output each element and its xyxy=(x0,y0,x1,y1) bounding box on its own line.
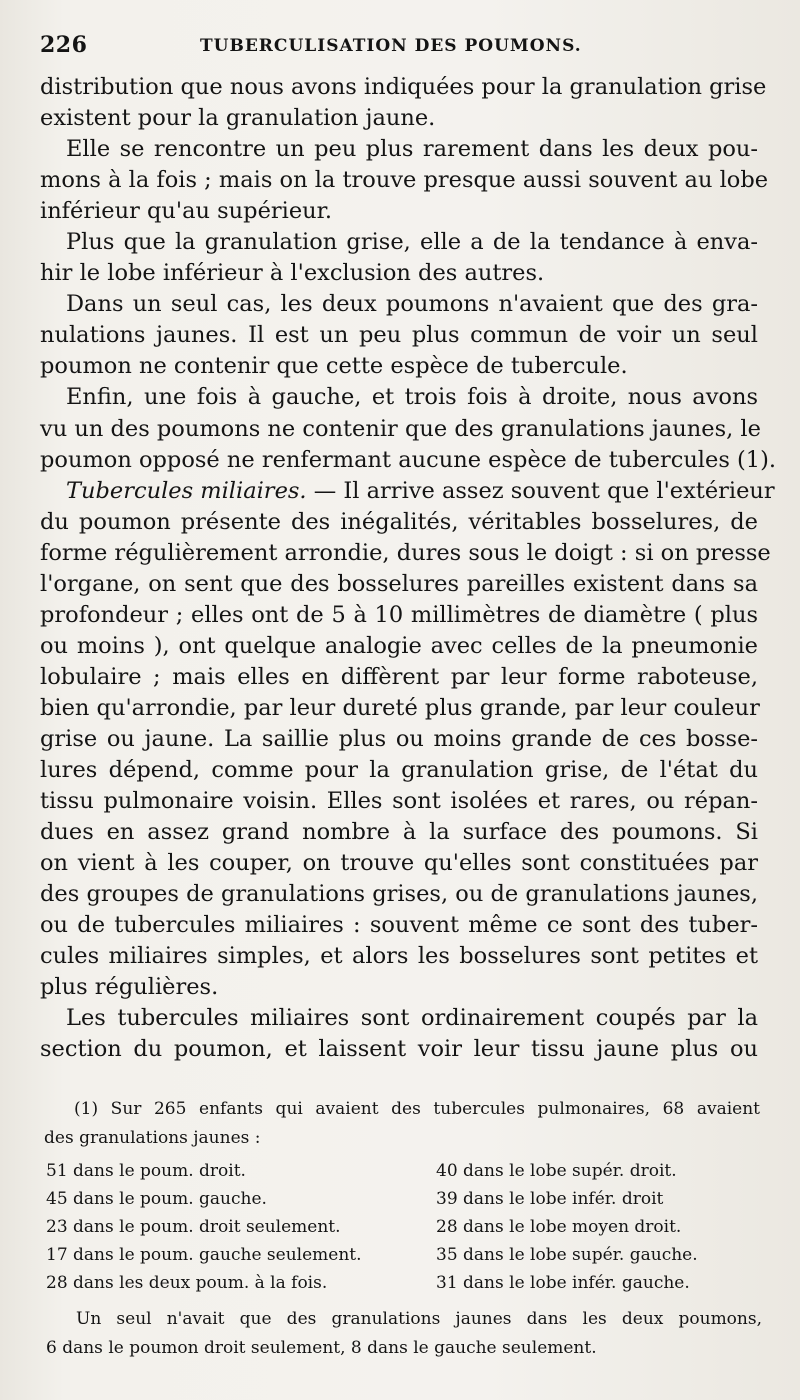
stats-right-cell: 28 dans le lobe moyen droit. xyxy=(436,1217,682,1237)
stats-right-cell: 40 dans le lobe supér. droit. xyxy=(436,1161,677,1181)
text-line: inférieur qu'au supérieur. xyxy=(40,198,333,225)
text-line: mons à la fois ; mais on la trouve presque aussi souvent au lobe xyxy=(40,167,769,194)
footnote-line: (1) Sur 265 enfants qui avaient des tubercules pulmonaires, 68 avaient xyxy=(74,1099,760,1119)
stats-row xyxy=(46,1269,760,1297)
stats-left-cell: 23 dans le poum. droit seulement. xyxy=(46,1217,341,1237)
text-line: ou moins ), ont quelque analogie avec celles de la pneumonie xyxy=(40,632,758,659)
text-line: Dans un seul cas, les deux poumons n'avaient que des gra- xyxy=(66,291,758,318)
footnote-summary xyxy=(46,1305,762,1363)
page-header xyxy=(40,32,760,66)
text-line: grise ou jaune. La saillie plus ou moins grande de ces bosse- xyxy=(40,725,758,752)
text-line: du poumon présente des inégalités, véritables bosselures, de xyxy=(40,508,758,535)
stats-left-cell: 17 dans le poum. gauche seulement. xyxy=(46,1245,362,1265)
text-line: ou de tubercules miliaires : souvent même ce sont des tuber- xyxy=(40,912,758,939)
text-line: Plus que la granulation grise, elle a de la tendance à enva- xyxy=(66,229,758,256)
text-line: lobulaire ; mais elles en diffèrent par leur forme raboteuse, xyxy=(40,663,758,690)
text-line: Elle se rencontre un peu plus rarement dans les deux pou- xyxy=(66,136,758,163)
text-line: l'organe, on sent que des bosselures pareilles existent dans sa xyxy=(40,570,758,597)
section-heading: Tubercules miliaires. xyxy=(66,477,307,504)
text-line: hir le lobe inférieur à l'exclusion des autres. xyxy=(40,260,545,287)
stats-row xyxy=(46,1185,760,1213)
stats-right-cell: 31 dans le lobe infér. gauche. xyxy=(436,1273,690,1293)
footnote-line: des granulations jaunes : xyxy=(44,1128,261,1148)
text-line: lures dépend, comme pour la granulation grise, de l'état du xyxy=(40,757,758,784)
text-line: existent pour la granulation jaune. xyxy=(40,105,436,132)
text-line: poumon ne contenir que cette espèce de tubercule. xyxy=(40,353,628,380)
stats-right-cell: 35 dans le lobe supér. gauche. xyxy=(436,1245,698,1265)
text-line: cules miliaires simples, et alors les bosselures sont petites et xyxy=(40,943,758,970)
stats-left-cell: 51 dans le poum. droit. xyxy=(46,1161,246,1181)
text-line: Les tubercules miliaires sont ordinairement coupés par la xyxy=(66,1005,758,1032)
stats-left-cell: 28 dans les deux poum. à la fois. xyxy=(46,1273,328,1293)
text-line: tissu pulmonaire voisin. Elles sont isolées et rares, ou répan- xyxy=(40,788,758,815)
text-line: dues en assez grand nombre à la surface des poumons. Si xyxy=(40,819,758,846)
text-line: poumon opposé ne renfermant aucune espèce de tubercules (1). xyxy=(40,446,777,473)
stats-row xyxy=(46,1241,760,1269)
text-line: plus régulières. xyxy=(40,974,219,1001)
text-line: des groupes de granulations grises, ou de granulations jaunes, xyxy=(40,881,758,908)
text-line: bien qu'arrondie, par leur dureté plus grande, par leur couleur xyxy=(40,694,760,721)
stats-row xyxy=(46,1213,760,1241)
stats-right-cell: 39 dans le lobe infér. droit xyxy=(436,1189,664,1209)
stats-left-cell: 45 dans le poum. gauche. xyxy=(46,1189,267,1209)
text-line-with-heading xyxy=(40,476,775,507)
text-line: profondeur ; elles ont de 5 à 10 millimètres de diamètre ( plus xyxy=(40,601,758,628)
text-line: Enfin, une fois à gauche, et trois fois à droite, nous avons xyxy=(66,384,758,411)
summary-line: 6 dans le poumon droit seulement, 8 dans le gauche seulement. xyxy=(46,1338,597,1358)
text-line: vu un des poumons ne contenir que des granulations jaunes, le xyxy=(40,415,761,442)
text-line: on vient à les couper, on trouve qu'elles sont constituées par xyxy=(40,850,758,877)
page-number: 226 xyxy=(40,32,88,58)
main-text xyxy=(40,72,777,1066)
footnote xyxy=(44,1095,760,1153)
text-line: section du poumon, et laissent voir leur tissu jaune plus ou xyxy=(40,1036,758,1063)
stats-row xyxy=(46,1157,760,1185)
text-line: forme régulièrement arrondie, dures sous le doigt : si on presse xyxy=(40,539,771,566)
text-line: nulations jaunes. Il est un peu plus commun de voir un seul xyxy=(40,322,758,349)
text-line: distribution que nous avons indiquées pour la granulation grise xyxy=(40,74,767,100)
text-fragment: — Il arrive assez souvent que l'extérieur xyxy=(313,477,775,504)
summary-line: Un seul n'avait que des granulations jaunes dans les deux poumons, xyxy=(76,1309,762,1329)
running-title: TUBERCULISATION DES POUMONS. xyxy=(200,36,582,56)
footnote-stats-table xyxy=(46,1157,760,1297)
